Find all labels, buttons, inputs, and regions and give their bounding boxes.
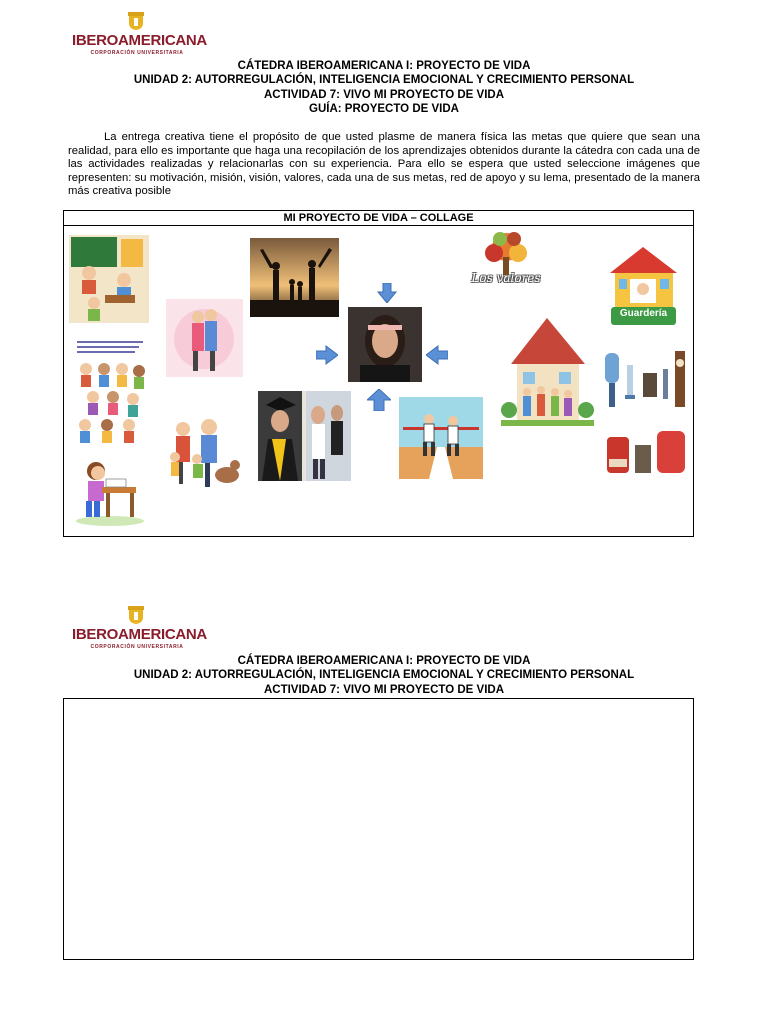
los-valores-label: Los valores [471, 271, 541, 285]
document-heading [0, 654, 768, 697]
intro-text: La entrega creativa tiene el propósito de que usted plasme de manera física las metas que quiere que sean una realidad, para ello es importante que haga una recopilación de los aprendizajes obtenidos durante la cátedra con cada una de las actividades realizadas y relacionarlas con su experiencia. Para ello se espera que usted seleccione imágenes que representen: su motivación, misión, visión, valores, cada una de sus metas, red de apoyo y su lema, presentado de la manera más creativa posible [68, 131, 700, 198]
collage-title: MI PROYECTO DE VIDA – COLLAGE [64, 211, 693, 226]
heading-line: ACTIVIDAD 7: VIVO MI PROYECTO DE VIDA [263, 683, 505, 696]
shield-logo-icon [126, 12, 146, 30]
family-sunset-image [250, 238, 339, 317]
family-dog-image [161, 411, 243, 493]
children-group-image [71, 335, 150, 447]
logo-subtitle: CORPORACIÓN UNIVERSITARIA [90, 50, 184, 56]
finish-line-image [399, 397, 483, 479]
heading-line: CÁTEDRA IBEROAMERICANA I: PROYECTO DE VIDA [237, 655, 531, 667]
heading-line: GUÍA: PROYECTO DE VIDA [309, 102, 459, 115]
couple-image [166, 299, 243, 377]
studying-girl-image [72, 455, 148, 527]
heading-line: UNIDAD 2: AUTORREGULACIÓN, INTELIGENCIA EMOCIONAL Y CRECIMIENTO PERSONAL [133, 669, 635, 682]
furniture-image [603, 349, 687, 489]
los-valores-image [468, 229, 544, 295]
portrait-photo [348, 307, 422, 382]
classroom-image [69, 235, 149, 323]
collage-box [63, 210, 694, 537]
heading-line: CÁTEDRA IBEROAMERICANA I: PROYECTO DE VIDA [237, 60, 531, 72]
arrow-left-icon [426, 345, 448, 365]
iberoamericana-logo [72, 12, 207, 60]
heading-line: UNIDAD 2: AUTORREGULACIÓN, INTELIGENCIA EMOCIONAL Y CRECIMIENTO PERSONAL [133, 74, 635, 87]
arrow-up-icon [367, 389, 391, 411]
empty-content-box [63, 698, 694, 960]
logo-name: IBEROAMERICANA [72, 32, 207, 49]
arrow-down-icon [377, 283, 397, 303]
logo-name: IBEROAMERICANA [72, 626, 207, 643]
iberoamericana-logo [72, 606, 207, 654]
shield-logo-icon [126, 606, 146, 624]
logo-subtitle: CORPORACIÓN UNIVERSITARIA [90, 644, 184, 650]
arrow-right-icon [316, 345, 338, 365]
heading-line: ACTIVIDAD 7: VIVO MI PROYECTO DE VIDA [263, 88, 505, 101]
document-heading [0, 59, 768, 116]
guarderia-image [605, 239, 682, 331]
intro-paragraph [68, 131, 700, 199]
graduation-photo [258, 391, 351, 481]
family-house-image [501, 314, 594, 442]
guarderia-label: Guardería [619, 308, 668, 319]
